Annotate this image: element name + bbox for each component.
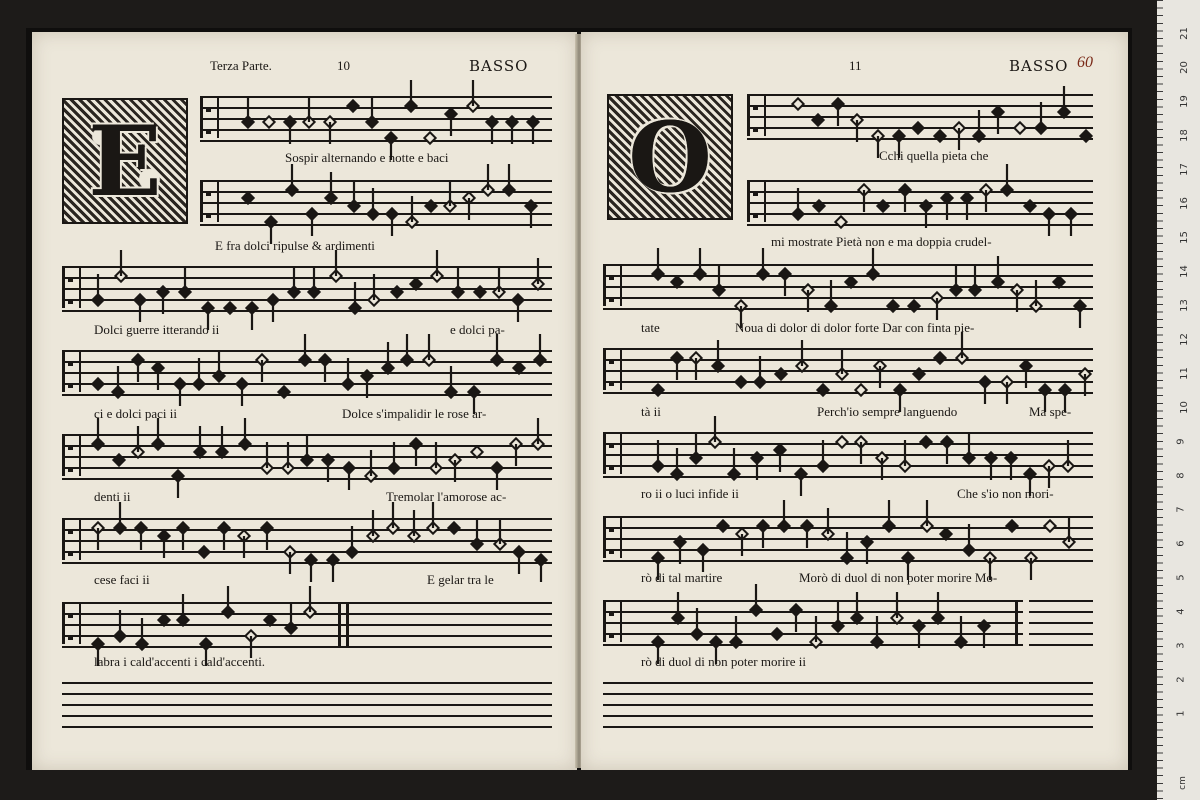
ruler-number: 21 — [1178, 27, 1190, 40]
lyric-line: cese faci ii — [94, 572, 150, 587]
c-clef-icon — [200, 98, 219, 138]
staff — [603, 432, 1093, 478]
lyric-line: tate — [641, 320, 660, 335]
initial-letter: O — [628, 100, 712, 214]
ruler-number: 19 — [1178, 95, 1190, 108]
left-page — [32, 32, 577, 770]
lyric-line: E gelar tra le — [427, 572, 494, 587]
ruler-number: 14 — [1178, 265, 1190, 278]
staff — [747, 180, 1093, 226]
ruler-number: 17 — [1178, 163, 1190, 176]
ruler-number: 10 — [1178, 401, 1190, 414]
staff — [603, 348, 1093, 394]
c-clef-icon — [62, 436, 81, 476]
ruler-number: 15 — [1178, 231, 1190, 244]
lyric-line: e dolci pa- — [450, 322, 505, 337]
c-clef-icon — [603, 602, 622, 642]
ruler-number: 3 — [1175, 642, 1187, 649]
lyric-line: ro ii o luci infide ii — [641, 486, 739, 501]
lyric-line: mi mostrate Pietà non e ma doppia crudel- — [771, 234, 992, 249]
staff — [603, 600, 1023, 646]
final-barline — [346, 602, 349, 648]
decorated-initial — [62, 98, 188, 224]
lyric-line: Cchi quella pieta che — [879, 148, 989, 163]
staff — [62, 266, 552, 312]
staff — [747, 94, 1093, 140]
staff — [603, 264, 1093, 310]
staff — [62, 518, 552, 564]
c-clef-icon — [603, 350, 622, 390]
lyric-line: Tremolar l'amorose ac- — [386, 489, 507, 504]
empty-staff — [1029, 600, 1093, 646]
c-clef-icon — [62, 520, 81, 560]
lyric-line: Sospir alternando e notte e baci — [285, 150, 449, 165]
empty-staff — [603, 682, 1093, 728]
c-clef-icon — [747, 182, 766, 222]
lyric-line: Perch'io sempre languendo — [817, 404, 958, 419]
handwritten-folio: 60 — [1077, 54, 1093, 71]
final-barline — [338, 602, 341, 648]
initial-letter: E — [88, 104, 162, 218]
staff — [200, 96, 552, 142]
lyric-line: tà ii — [641, 404, 661, 419]
ruler-unit: cm — [1177, 776, 1188, 790]
empty-staff — [62, 682, 552, 728]
ruler-number: 20 — [1178, 61, 1190, 74]
lyric-line: Dolci guerre itterando ii — [94, 322, 220, 337]
ruler-number: 6 — [1175, 540, 1187, 547]
lyric-line: Che s'io non mori- — [957, 486, 1054, 501]
ruler-number: 5 — [1175, 574, 1187, 581]
ruler-number: 1 — [1175, 710, 1187, 717]
c-clef-icon — [62, 268, 81, 308]
ruler-number: 13 — [1178, 299, 1190, 312]
decorated-initial — [607, 94, 733, 220]
lyric-line: denti ii — [94, 489, 131, 504]
staff — [603, 516, 1093, 562]
ruler-number: 8 — [1175, 472, 1187, 479]
lyric-line: ci e dolci paci ii — [94, 406, 178, 421]
staff — [200, 180, 552, 226]
c-clef-icon — [603, 434, 622, 474]
ruler-number: 4 — [1175, 608, 1187, 615]
page-number: 11 — [849, 58, 862, 73]
ruler-number: 2 — [1175, 676, 1187, 683]
lyric-line: E fra dolci ripulse & ardimenti — [215, 238, 375, 253]
ruler-number: 16 — [1178, 197, 1190, 210]
ruler-number: 7 — [1175, 506, 1187, 513]
voice-header: BASSO — [469, 57, 529, 75]
lyric-line: Noua di dolor di dolor forte Dar con finta pie- — [735, 320, 975, 335]
c-clef-icon — [603, 266, 622, 306]
ruler-number: 9 — [1175, 438, 1187, 445]
voice-header: BASSO — [1009, 57, 1069, 75]
staff — [62, 434, 552, 480]
page-number: 10 — [337, 58, 350, 73]
part-header: Terza Parte. — [210, 58, 272, 73]
c-clef-icon — [200, 182, 219, 222]
c-clef-icon — [62, 352, 81, 392]
lyric-line: Morò di duol di non poter morire Mo- — [799, 570, 998, 585]
lyric-line: rò di tal martire — [641, 570, 723, 585]
right-page — [581, 32, 1128, 770]
empty-staff — [352, 602, 552, 648]
lyric-line: rò di duol di non poter morire ii — [641, 654, 807, 669]
ruler-number: 12 — [1178, 333, 1190, 346]
staff — [62, 350, 552, 396]
lyric-line: Dolce s'impalidir le rose ar- — [342, 406, 487, 421]
c-clef-icon — [62, 604, 81, 644]
lyric-line: labra i cald'accenti i cald'accenti. — [94, 654, 266, 669]
staff — [62, 602, 352, 648]
final-barline — [1015, 600, 1018, 646]
c-clef-icon — [603, 518, 622, 558]
ruler-number: 11 — [1178, 367, 1190, 380]
lyric-line: Ma spe- — [1029, 404, 1072, 419]
ruler-number: 18 — [1178, 129, 1190, 142]
c-clef-icon — [747, 96, 766, 136]
